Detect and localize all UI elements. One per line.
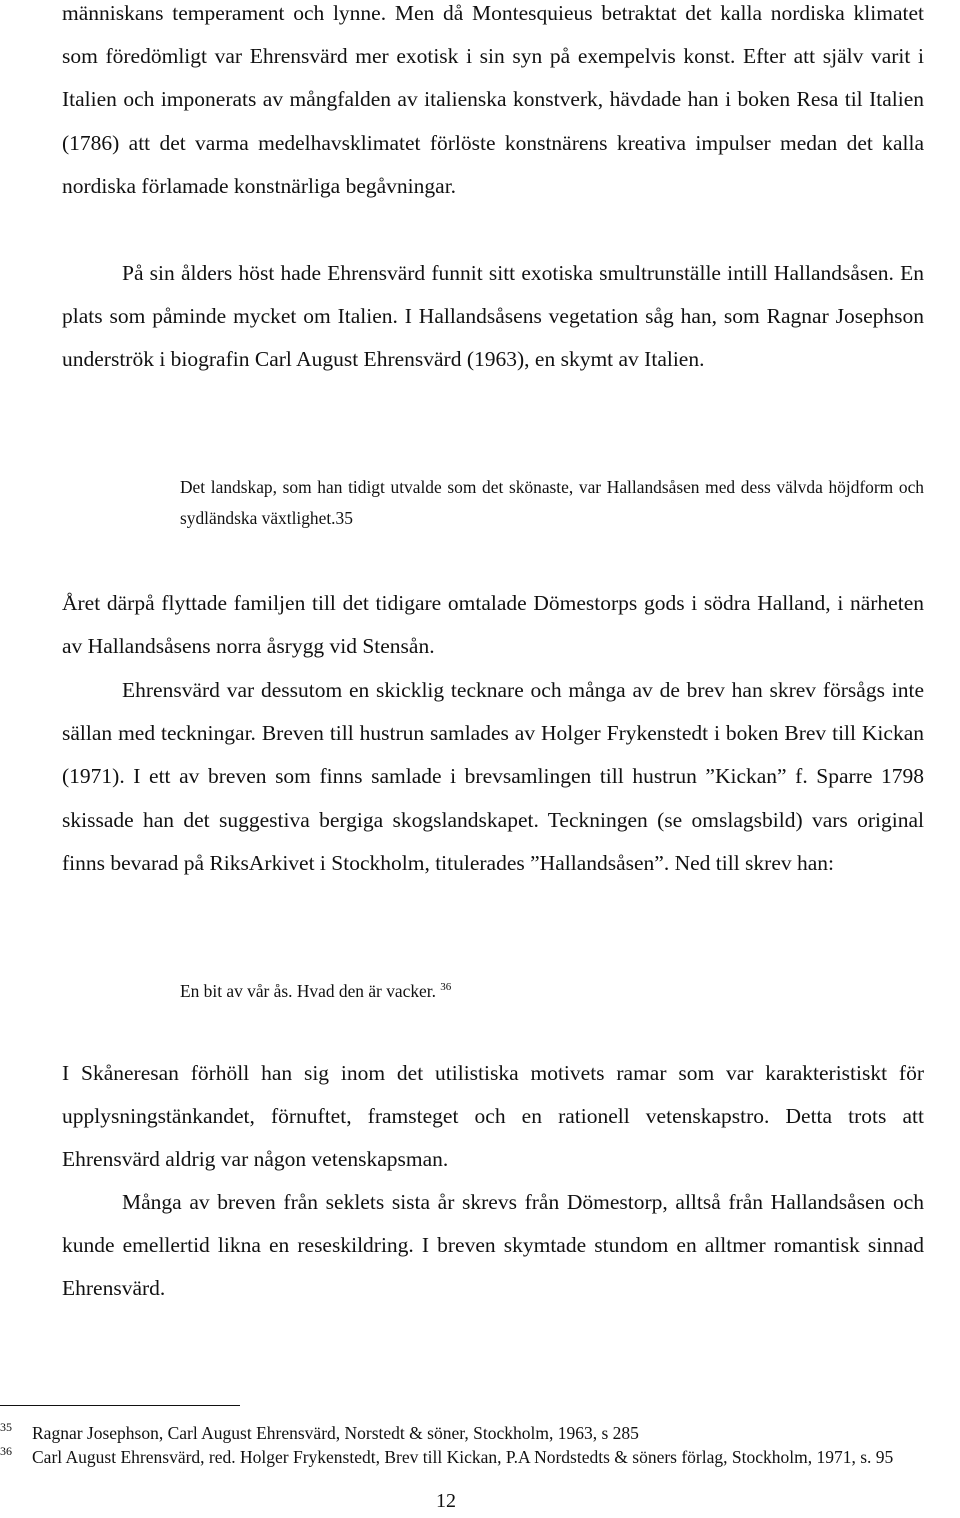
footnote-35: [0, 1421, 898, 1445]
footnote-divider: [0, 1405, 240, 1406]
paragraph-4: Ehrensvärd var dessutom en skicklig tecknare och många av de brev han skrev försågs inte sällan med teckningar. Breven till hustrun samlades av Holger Frykenstedt i boken Brev till Kickan (1971). I ett av breven som finns samlade i brevsamlingen till hustrun ”Kickan” f. Sparre 1798 skissade han det suggestiva bergiga skogslandskapet. Teckningen (se omslagsbild) vars original finns bevarad på RiksArkivet i Stockholm, titulerades ”Hallandsåsen”. Ned till skrev han:: [62, 678, 924, 875]
footnote-text: Ragnar Josephson, Carl August Ehrensvärd, Norstedt & söner, Stockholm, 1963, s 285: [32, 1423, 639, 1443]
footnotes: [0, 1421, 960, 1469]
paragraph-6: Många av breven från seklets sista år skrevs från Dömestorp, alltså från Hallandsåsen och kunde emellertid likna en reseskildring. I breven skymtade stundom en alltmer romantisk sinnad Ehrensvärd.: [62, 1190, 924, 1301]
footnote-number: 36: [0, 1444, 12, 1458]
paragraph-3: Året därpå flyttade familjen till det tidigare omtalade Dömestorps gods i södra Halland, i närheten av Hallandsåsens norra åsrygg vid Stensån.: [62, 591, 924, 659]
paragraph-2: På sin ålders höst hade Ehrensvärd funnit sitt exotiska smultrunställe intill Hallandsåsen. En plats som påminde mycket om Italien. I Hallandsåsens vegetation såg han, som Ragnar Josephson underströk i biografin Carl August Ehrensvärd (1963), en skymt av Italien.: [62, 261, 924, 372]
block-quote-2: [180, 976, 924, 1007]
block-quote-2-text: En bit av vår ås. Hvad den är vacker.: [180, 981, 436, 1001]
footnote-ref-36: 36: [440, 981, 452, 994]
footnote-text: Carl August Ehrensvärd, red. Holger Frykenstedt, Brev till Kickan, P.A Nordstedts & söners förlag, Stockholm, 1971, s. 95: [32, 1447, 894, 1467]
footnote-number: 35: [0, 1420, 12, 1434]
paragraph-5: I Skåneresan förhöll han sig inom det utilistiska motivets ramar som var karakteristiskt för upplysningstänkandet, förnuftet, framsteget och en rationell vetenskapstro. Detta trots att Ehrensvärd aldrig var någon vetenskapsman.: [62, 1061, 924, 1172]
block-quote-1: Det landskap, som han tidigt utvalde som det skönaste, var Hallandsåsen med dess välvda höjdform och sydländska växtlighet.35: [180, 477, 924, 528]
footnote-36: [0, 1445, 898, 1469]
paragraph-1: människans temperament och lynne. Men då Montesquieus betraktat det kalla nordiska klimatet som föredömligt var Ehrensvärd mer exotisk i sin syn på exempelvis konst. Efter att själv varit i Italien och imponerats av mångfalden av italienska konstverk, hävdade han i boken Resa til Italien (1786) att det varma medelhavsklimatet förlöste konstnärens kreativa impulser medan det kalla nordiska förlamade konstnärliga begåvningar.: [62, 1, 924, 198]
page-number: 12: [436, 1490, 456, 1512]
